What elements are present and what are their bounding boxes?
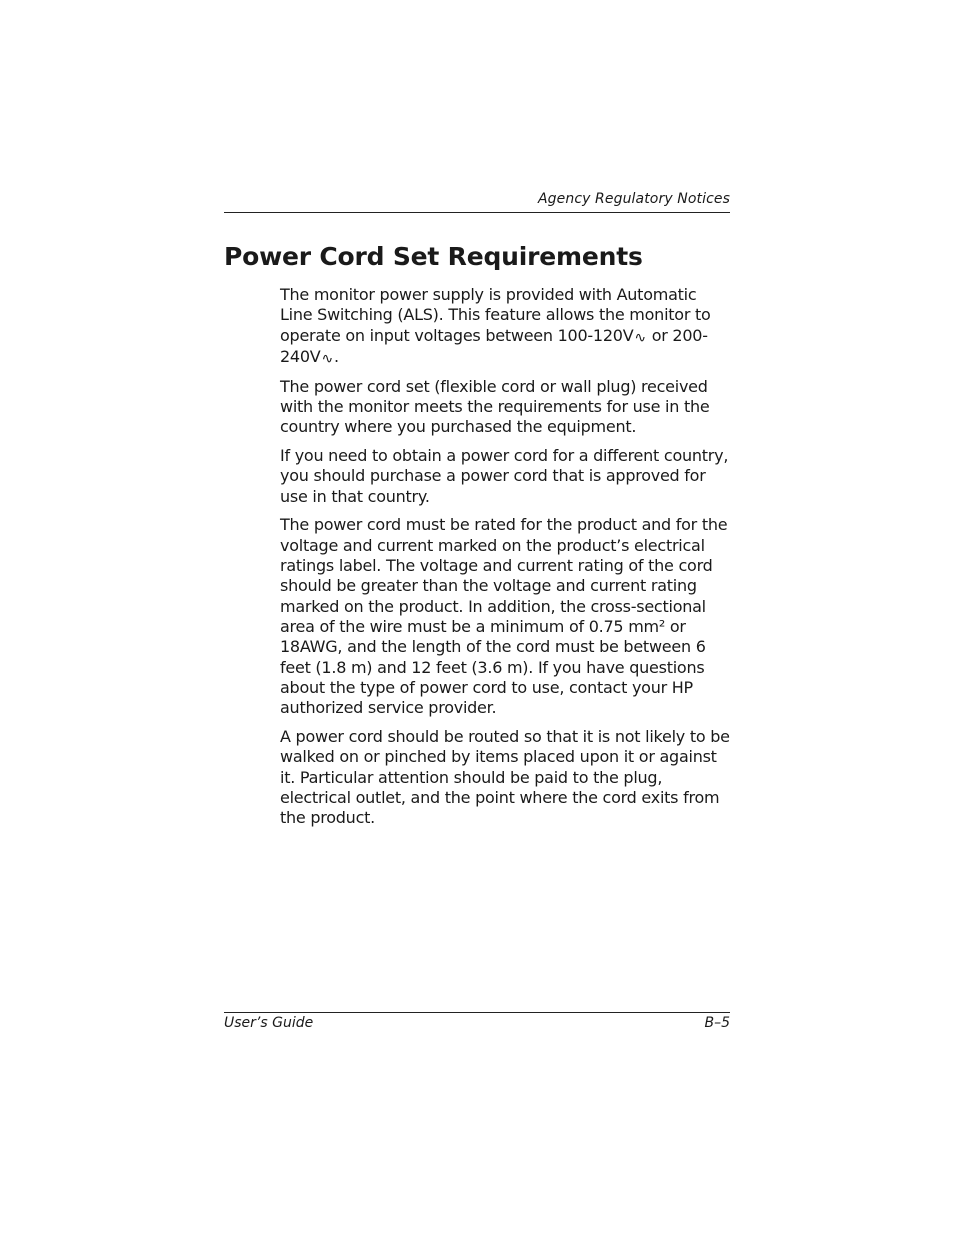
footer-guide-title: User’s Guide [224,1015,314,1031]
paragraph-cord-routing: A power cord should be routed so that it is not likely to be walked on or pinched by items placed upon it or against it. Particular attention should be paid to the plug, electrical outlet, and the point where the cord exits from the product. [280,726,730,828]
paragraph-voltage-part2: or 200-240V [280,325,708,366]
paragraph-cord-set: The power cord set (flexible cord or wall plug) received with the monitor meets the requirements for use in the country where you purchased the equipment. [280,376,710,437]
paragraph-voltage [280,285,732,368]
running-header-title: Agency Regulatory Notices [537,191,730,207]
page-footer [224,1012,730,1031]
footer-page-number: B–5 [704,1015,730,1031]
paragraph-different-country: If you need to obtain a power cord for a different country, you should purchase a power cord that is approved for use in that country. [280,446,729,506]
body-text [280,285,732,837]
paragraph-voltage-part1: The monitor power supply is provided with Automatic Line Switching (ALS). This feature allows the monitor to operate on input voltages between 100-120V [280,285,711,345]
ac-symbol-icon: ∿ [321,350,333,367]
running-header [224,190,730,213]
paragraph-voltage-part3: . [333,346,339,366]
page-title: Power Cord Set Requirements [224,242,643,271]
paragraph-cord-rating: The power cord must be rated for the product and for the voltage and current marked on the product’s electrical ratings label. The voltage and current rating of the cord should be greater than the voltage and current rating marked on the product. In addition, the cross-sectional area of the wire must be a minimum of 0.75 mm² or 18AWG, and the length of the cord must be between 6 feet (1.8 m) and 12 feet (3.6 m). If you have questions about the type of power cord to use, contact your HP authorized service provider. [280,515,728,718]
ac-symbol-icon: ∿ [634,329,646,346]
